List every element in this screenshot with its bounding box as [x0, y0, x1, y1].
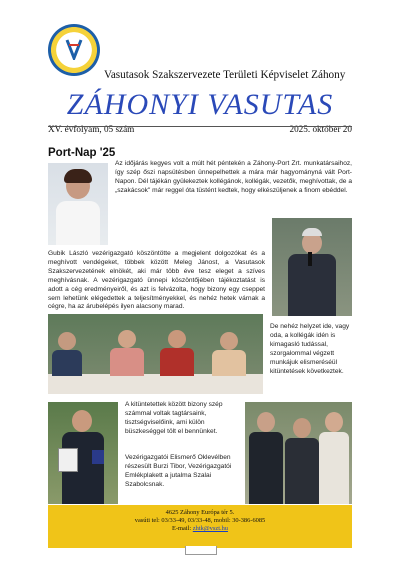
footer-tab	[185, 546, 217, 555]
article-paragraph-4: A kitüntetettek között bizony szép számmal voltak tagtársaink, tisztségviselőink, ami külön büszkeséggel tölt el bennünket.	[125, 401, 223, 435]
issue-number: XV. évfolyam, 05 szám	[48, 124, 135, 134]
issue-date: 2025. október 20	[289, 124, 352, 134]
union-logo	[48, 24, 100, 76]
article-paragraph-1: Az időjárás kegyes volt a múlt hét péntekén a Záhony-Port Zrt. munkatársaihoz, így szép őszi napsütésben ünnepelhettek a mára már hagyományná vált Port-Napon. Dél tájékán gyülekeztek kollégánok, kollégák, vezetők, meghívottak, de a „szakácsok" már reggel óta tüstént kedtek, hogy elkészüljenek a finom ebéddel.	[115, 160, 352, 194]
article-paragraph-3: De nehéz helyzet ide, vagy oda, a kollégák idén is kimagasló tudással, szorgalommal végzett munkájuk elismeréséül kitüntetések következtek.	[270, 323, 350, 375]
photo-woman-portrait	[48, 163, 108, 245]
issue-divider	[48, 126, 352, 127]
footer-email-link[interactable]: zhtk@vszt.hu	[192, 525, 228, 532]
footer-email-label: E-mail:	[172, 525, 192, 532]
photo-group-at-table	[48, 314, 263, 394]
masthead-title: ZÁHONYI VASUTAS	[66, 88, 334, 121]
footer-email-line	[48, 525, 352, 533]
photo-speaker-microphone	[272, 218, 352, 316]
footer-contact	[48, 505, 352, 548]
photo-award-handover	[245, 402, 352, 504]
footer-address: 4625 Záhony Európa tér 5.	[165, 509, 235, 516]
logo-emblem-icon	[65, 38, 83, 60]
photo-man-with-award	[48, 402, 118, 504]
article-paragraph-2: Gubik László vezérigazgató köszöntötte a megjelent dolgozókat és a meghívott vendégeket, többek között Meleg Jánost, a Vasutasok Szakszervezetének elnökét, aki már több éve tesz eleget a szíves meghívásnak. A vezérigazgató ünnepi köszöntőjében tájékoztatást is adott a cég eredményeiről, és azt is felvázolta, hogy bizony egy cseppet sem lehetünk elégedettek a teljesítményekkel, és nehéz hetek várnak a cégre, ha az árubelépés ilyen alacsony marad.	[48, 250, 265, 311]
organization-name: Vasutasok Szakszervezete Területi Képviselet Záhony	[104, 69, 346, 81]
footer-phones: vasúti tel: 03/33-49, 03/33-48, mobil: 30-386-6085	[134, 517, 266, 524]
article-paragraph-5: Vezérigazgatói Elismerő Oklevélben részesült Burzi Tibor, Vezérigazgatói Emlékplakett a jutalma Szalai Szabolcsnak.	[125, 454, 232, 488]
article-title: Port-Nap '25	[48, 147, 116, 159]
